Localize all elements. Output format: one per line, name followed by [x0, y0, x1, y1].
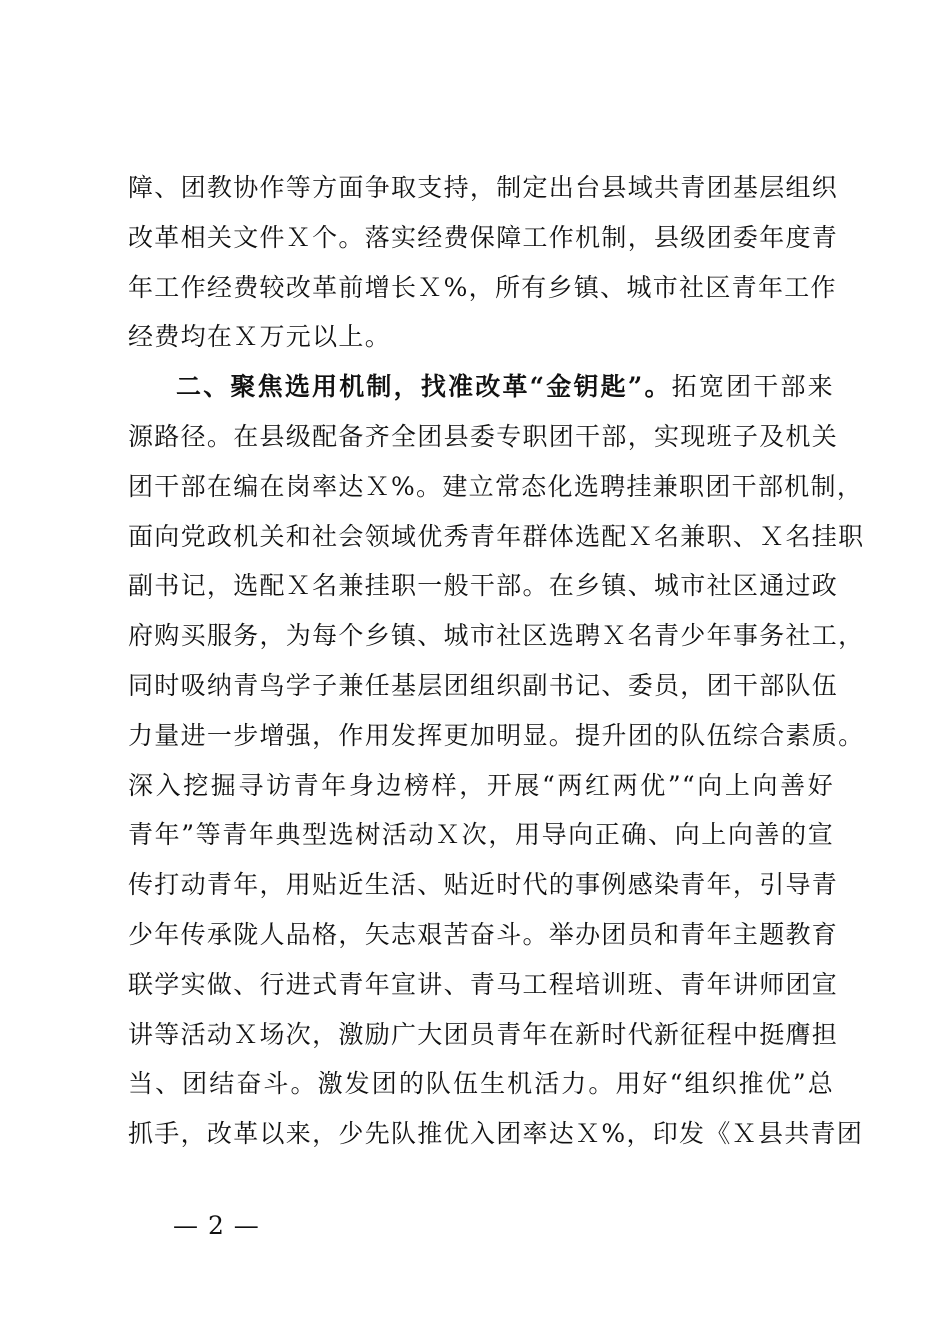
text-line: 障、团教协作等方面争取支持，制定出台县域共青团基层组织 [128, 173, 839, 202]
paragraph-2 [128, 362, 865, 1159]
text-line: 改革相关文件Ｘ个。落实经费保障工作机制，县级团委年度青 [128, 222, 839, 252]
text-line: 讲等活动Ｘ场次，激励广大团员青年在新时代新征程中挺膺担 [128, 1019, 839, 1049]
text-line: 当、团结奋斗。激发团的队伍生机活力。用好“组织推优”总 [128, 1069, 834, 1099]
text-line: 府购买服务，为每个乡镇、城市社区选聘Ｘ名青少年事务社工， [128, 621, 865, 651]
text-line: 青年”等青年典型选树活动Ｘ次，用导向正确、向上向善的宣 [128, 820, 834, 850]
text-line: 同时吸纳青鸟学子兼任基层团组织副书记、委员，团干部队伍 [128, 670, 839, 700]
text-line: 力量进一步增强，作用发挥更加明显。提升团的队伍综合素质。 [128, 720, 865, 750]
text-line: 传打动青年，用贴近生活、贴近时代的事例感染青年，引导青 [128, 870, 839, 900]
text-line-heading [128, 362, 834, 412]
page-number: — 2 — [173, 1211, 260, 1240]
paragraph-1 [128, 163, 839, 362]
text-run: 拓宽团干部来 [671, 372, 834, 402]
text-line: 深入挖掘寻访青年身边榜样，开展“两红两优”“向上向善好 [128, 770, 834, 800]
section-heading: 二、聚焦选用机制，找准改革“金钥匙”。 [176, 372, 672, 402]
text-line: 抓手，改革以来，少先队推优入团率达Ｘ%，印发《Ｘ县共青团 [128, 1119, 864, 1149]
text-line: 面向党政机关和社会领域优秀青年群体选配Ｘ名兼职、Ｘ名挂职 [128, 521, 865, 551]
text-line: 年工作经费较改革前增长Ｘ%，所有乡镇、城市社区青年工作 [128, 272, 837, 302]
text-line: 少年传承陇人品格，矢志艰苦奋斗。举办团员和青年主题教育 [128, 919, 839, 949]
document-body [128, 163, 865, 1159]
text-line: 经费均在Ｘ万元以上。 [128, 322, 392, 352]
text-line: 联学实做、行进式青年宣讲、青马工程培训班、青年讲师团宣 [128, 969, 839, 999]
text-line: 副书记，选配Ｘ名兼挂职一般干部。在乡镇、城市社区通过政 [128, 571, 839, 601]
text-line: 团干部在编在岗率达Ｘ%。建立常态化选聘挂兼职团干部机制， [128, 471, 864, 501]
text-line: 源路径。在县级配备齐全团县委专职团干部，实现班子及机关 [128, 421, 839, 451]
